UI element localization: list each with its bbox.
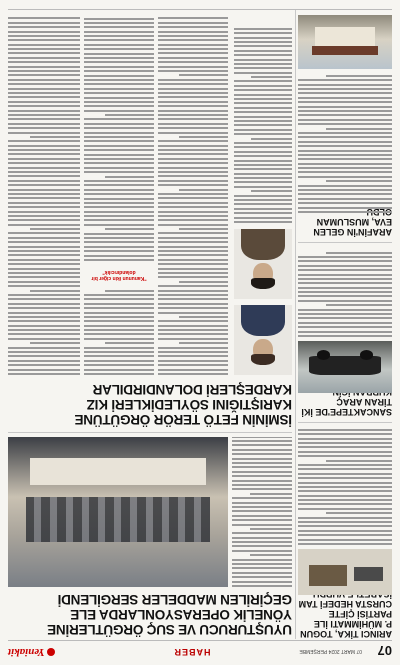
left-headline-3: ARAFİN'İN GELEN EVA, MUSLUMAN <box>313 217 392 237</box>
main-headline: UYUŞTURUCU VE SUÇ ÖRGÜTLERİNE YÖNELİK OPERASYONLARDA ELE GEÇİRİLEN MADDELER SERGİLENDİ <box>47 592 292 637</box>
newspaper-logo <box>8 646 55 658</box>
left-headline-2: SANCAKTEPE'DE İKİ TİRAN ARAÇ <box>301 397 392 417</box>
fraud-article-col-3 <box>84 15 154 261</box>
fraud-article-col-1 <box>158 15 228 375</box>
page-footer <box>8 4 392 10</box>
left-article-3 <box>298 73 392 213</box>
left-headline-1: ARINCI TİKA, TOGUN P. MÜHİMMATI İLE PARTİSİ ÇİFTE CURSTA HEDEFİ TAM <box>298 599 392 639</box>
car-accident-photo <box>298 341 392 393</box>
left-divider-2 <box>298 242 392 243</box>
fraud-article-col-0 <box>234 15 292 223</box>
portrait-photo-1 <box>234 305 292 375</box>
issue-date: 07 MART 2024 PERŞEMBE <box>299 648 362 654</box>
seized-items-photo <box>298 549 392 595</box>
pull-quote: "Kanunun ikin ciğer bir dolandırıcılık" <box>91 269 147 281</box>
left-article-2 <box>298 247 392 337</box>
column-rule <box>295 9 296 639</box>
page-number: 07 <box>377 643 392 658</box>
logo-mark-icon <box>47 648 55 656</box>
logo-text: Yeniakit <box>8 646 45 658</box>
fraud-headline: İSMİNİN FETÖ TERÖR ÖRGÜTÜNE KARIŞTIĞINI SÖYLEDİKLERİ KIZ KARDEŞLERİ DOLANDIRDILAR <box>74 382 292 427</box>
section-divider <box>8 432 292 433</box>
portrait-photo-2 <box>234 229 292 299</box>
left-article-1 <box>298 427 392 545</box>
operation-display-photo <box>8 437 228 587</box>
section-label: HABER <box>173 647 211 657</box>
house-photo <box>298 15 392 69</box>
fraud-article-col-2 <box>84 285 154 375</box>
left-divider-1 <box>298 422 392 423</box>
article-body-col-1 <box>232 437 292 587</box>
masthead <box>8 640 392 659</box>
fraud-article-col-4 <box>8 15 80 375</box>
